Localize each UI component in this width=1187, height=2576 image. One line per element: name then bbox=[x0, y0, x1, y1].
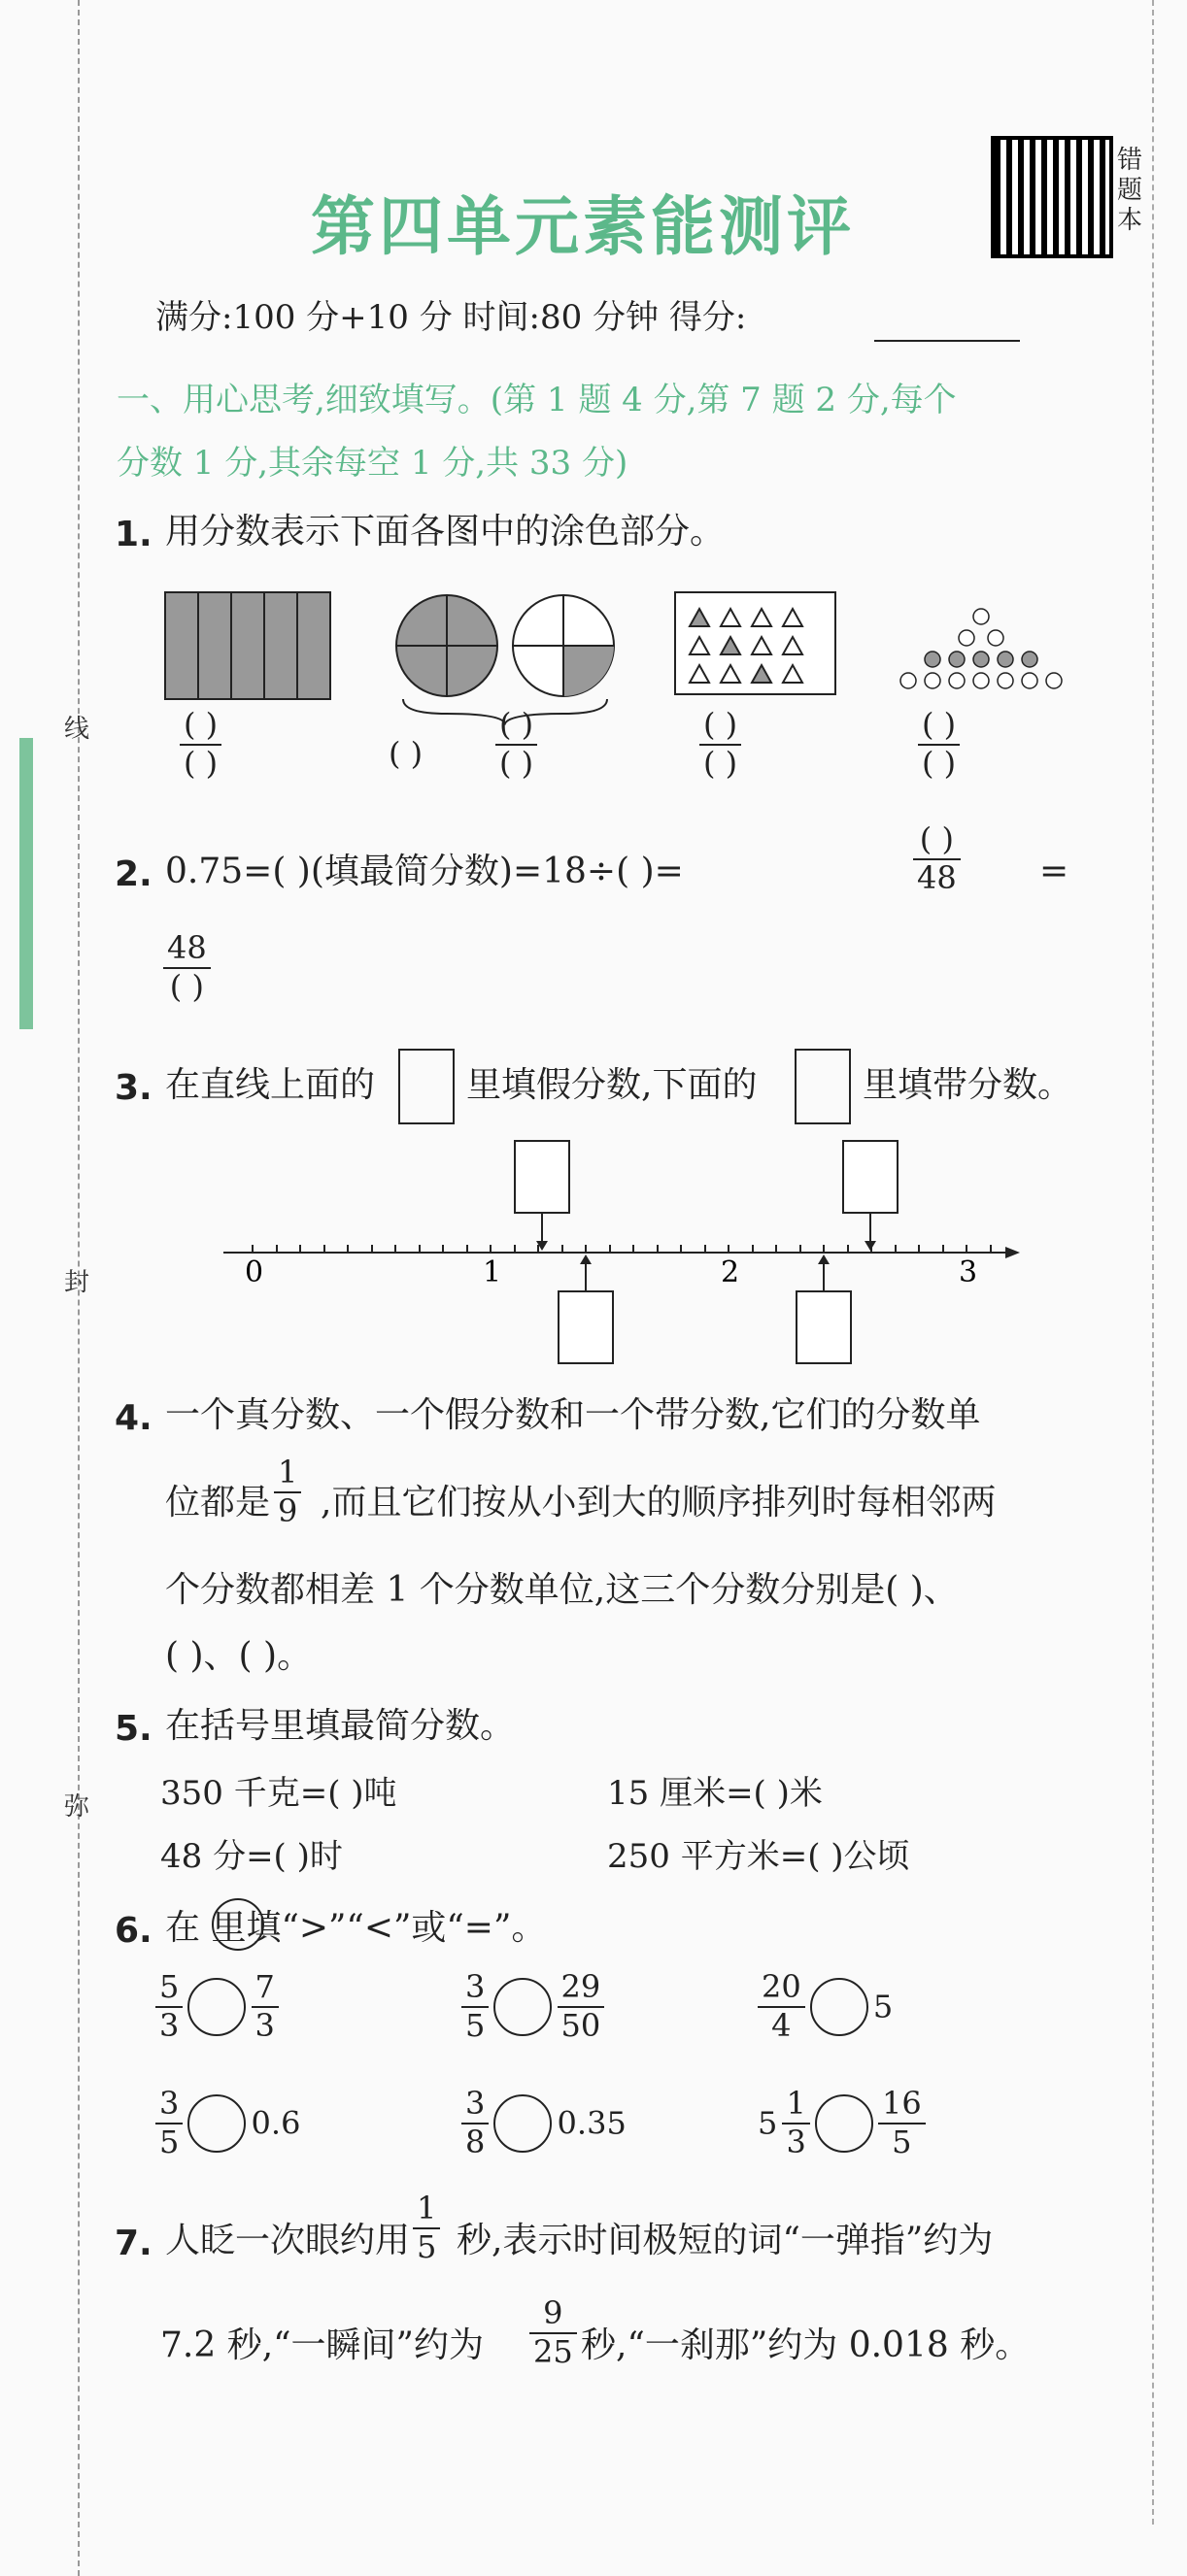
shaded-rectangle bbox=[165, 592, 330, 699]
q6-item-5[interactable]: $\frac{3}{8}$ 0.35 bbox=[461, 2088, 627, 2158]
tick-1: 1 bbox=[483, 1255, 502, 1289]
q3-example-box-below bbox=[795, 1049, 851, 1124]
page-title: 第四单元素能测评 bbox=[311, 188, 855, 264]
q2-fraction-b[interactable]: 48 ( ) bbox=[163, 932, 211, 1003]
q4-line2a: 位都是 bbox=[165, 1483, 271, 1522]
q2-equals: = bbox=[1039, 852, 1069, 891]
qr-label: 错题本 bbox=[1117, 146, 1143, 236]
compare-circle[interactable] bbox=[815, 2094, 873, 2153]
compare-circle[interactable] bbox=[810, 1978, 868, 2036]
q6-number: 6. bbox=[115, 1911, 153, 1951]
q1-answer-2[interactable]: ( ) ( ) bbox=[495, 709, 537, 780]
side-label-line: 线 bbox=[64, 715, 90, 744]
q5-number: 5. bbox=[115, 1709, 153, 1749]
q7-line2b: 秒,“一刹那”约为 0.018 秒。 bbox=[581, 2325, 1031, 2365]
q1-answer-3[interactable]: ( ) ( ) bbox=[699, 709, 741, 780]
q4-line2b: ,而且它们按从小到大的顺序排列时每相邻两 bbox=[321, 1483, 997, 1522]
compare-circle[interactable] bbox=[187, 2094, 246, 2153]
q3-text-c: 里填带分数。 bbox=[863, 1065, 1073, 1105]
box-below-1 bbox=[559, 1291, 613, 1363]
score-blank bbox=[874, 340, 1020, 342]
compare-circle[interactable] bbox=[187, 1978, 246, 2036]
box-below-2 bbox=[797, 1291, 851, 1363]
q6-circle-example bbox=[212, 1898, 264, 1951]
side-label-seal: 封 bbox=[64, 1268, 90, 1297]
q1-answer-1[interactable]: ( ) ( ) bbox=[180, 709, 221, 780]
q4-fraction: 1 9 bbox=[274, 1456, 301, 1527]
q6-item-6[interactable]: 5 $\frac{1}{3}$ $\frac{16}{5}$ bbox=[758, 2088, 926, 2158]
page-edge-line bbox=[1152, 0, 1154, 2525]
q5-item-3[interactable]: 48 分=( )时 bbox=[160, 1837, 343, 1876]
q3-number: 3. bbox=[115, 1068, 153, 1108]
side-green-strip bbox=[19, 738, 33, 1029]
q1-answer-2-whole[interactable]: ( ) bbox=[389, 735, 424, 772]
q5-item-4[interactable]: 250 平方米=( )公顷 bbox=[607, 1837, 910, 1876]
tick-0: 0 bbox=[245, 1255, 264, 1289]
q4-number: 4. bbox=[115, 1398, 153, 1438]
box-above-2 bbox=[843, 1141, 898, 1213]
number-line bbox=[214, 1136, 1039, 1369]
score-line: 满分:100 分+10 分 时间:80 分钟 得分: bbox=[155, 298, 747, 337]
q6-item-4[interactable]: $\frac{3}{5}$ 0.6 bbox=[155, 2088, 300, 2158]
section-heading-2: 分数 1 分,其余每空 1 分,共 33 分) bbox=[117, 444, 628, 483]
q1-number: 1. bbox=[115, 515, 153, 554]
tick-2: 2 bbox=[721, 1255, 740, 1289]
q1-answer-4[interactable]: ( ) ( ) bbox=[918, 709, 960, 780]
q3-example-box-above bbox=[398, 1049, 455, 1124]
q2-number: 2. bbox=[115, 854, 153, 894]
q4-line1: 一个真分数、一个假分数和一个带分数,它们的分数单 bbox=[165, 1395, 981, 1435]
q3-text-b: 里填假分数,下面的 bbox=[466, 1065, 758, 1105]
q6-item-1[interactable]: $\frac{5}{3}$ $\frac{7}{3}$ bbox=[155, 1971, 279, 2042]
q2-text: 0.75=( )(填最简分数)=18÷( )= bbox=[165, 852, 684, 891]
q5-item-1[interactable]: 350 千克=( )吨 bbox=[160, 1774, 397, 1813]
q7-fraction-2: 9 25 bbox=[529, 2297, 577, 2368]
q6-text: 在 里填“>”“<”或“=”。 bbox=[165, 1908, 547, 1948]
q7-line1a: 人眨一次眼约用 bbox=[165, 2221, 411, 2260]
q7-line2a: 7.2 秒,“一瞬间”约为 bbox=[160, 2325, 484, 2365]
side-label-mi: 弥 bbox=[64, 1792, 90, 1822]
q3-text-a: 在直线上面的 bbox=[165, 1065, 376, 1105]
q5-item-2[interactable]: 15 厘米=( )米 bbox=[607, 1774, 823, 1813]
q5-text: 在括号里填最简分数。 bbox=[165, 1706, 516, 1746]
tick-3: 3 bbox=[959, 1255, 978, 1289]
q7-line1b: 秒,表示时间极短的词“一弹指”约为 bbox=[457, 2221, 994, 2260]
section-heading-1: 一、用心思考,细致填写。(第 1 题 4 分,第 7 题 2 分,每个 bbox=[117, 381, 957, 419]
q6-item-2[interactable]: $\frac{3}{5}$ $\frac{29}{50}$ bbox=[461, 1971, 604, 2042]
compare-circle[interactable] bbox=[493, 2094, 552, 2153]
compare-circle[interactable] bbox=[493, 1978, 552, 2036]
q4-line3: 个分数都相差 1 个分数单位,这三个分数分别是( )、 bbox=[165, 1570, 959, 1610]
q6-item-3[interactable]: $\frac{20}{4}$ 5 bbox=[758, 1971, 893, 2042]
q4-line4: ( )、( )。 bbox=[165, 1636, 313, 1676]
q7-fraction-1: 1 5 bbox=[413, 2192, 440, 2263]
q1-text: 用分数表示下面各图中的涂色部分。 bbox=[165, 512, 726, 552]
q2-fraction-a[interactable]: ( ) 48 bbox=[913, 823, 961, 894]
qr-code-icon bbox=[991, 136, 1113, 258]
box-above-1 bbox=[515, 1141, 569, 1213]
q7-number: 7. bbox=[115, 2224, 153, 2263]
